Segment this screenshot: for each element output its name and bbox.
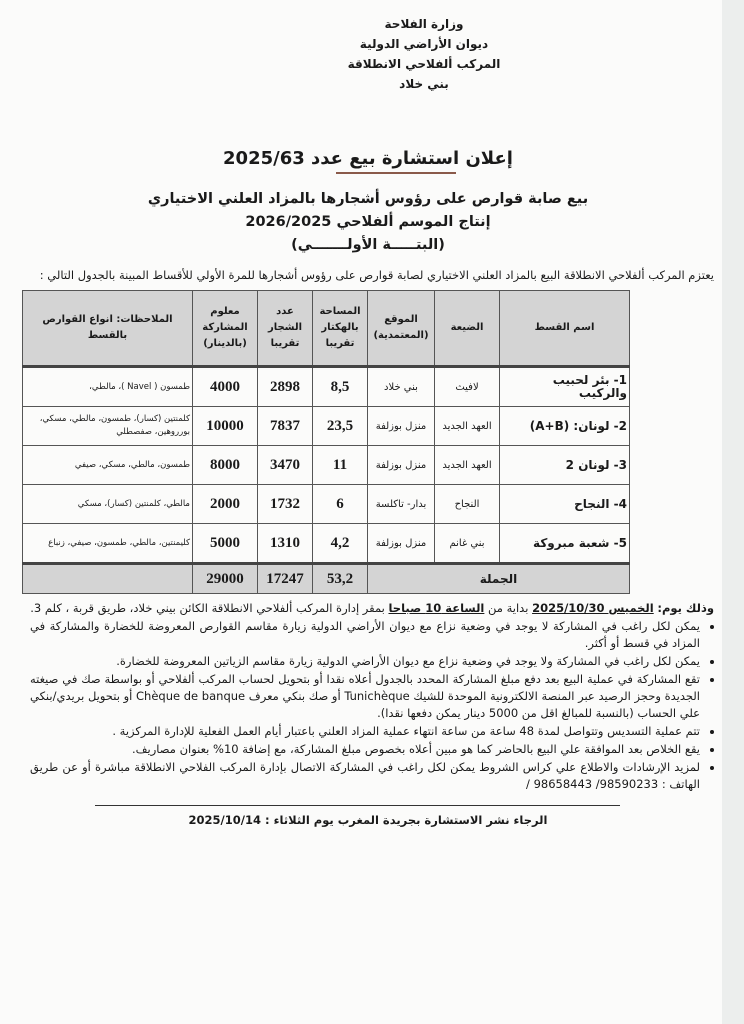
intro-paragraph: يعتزم المركب ألفلاحي الانطلاقة البيع بالمزاد العلني الاختياري لصابة قوارص على رؤوس أشجارها للمرة الأولي للأقساط المبينة بالجدول التالي : [39, 268, 714, 282]
table-row [23, 407, 630, 446]
site: بدار- تاكلسة [368, 485, 435, 524]
total-fee: 29000 [193, 564, 258, 594]
area: 8,5 [313, 367, 368, 407]
table-header-row [23, 291, 630, 367]
trees: 2898 [258, 367, 313, 407]
fee: 5000 [193, 524, 258, 564]
site: بني خلاد [368, 367, 435, 407]
condition-item: • تتم عملية التسديس وتتواصل لمدة 48 ساعة من ساعة انتهاء عملية المزاد العلني باعتبار أيام العمل الفعلية للإدارة المركزية . [30, 723, 700, 740]
ministry-header [329, 14, 519, 94]
auction-time: الساعة 10 صباحا [388, 601, 485, 615]
condition-item: • يمكن لكل راغب في المشاركة لا يوجد في وضعية نزاع مع ديوان الأراضي الدولية زيارة مقاسم القوارص المعروضة للخضارة والمشاركة في المزاد في قسط أو أكثر. [30, 618, 700, 652]
notes: كلمنتين (كسار)، طمسون، مالطي، مسكي، بورروهين، صفصطلي [23, 407, 193, 446]
conditions-list [30, 618, 714, 793]
title-underline [336, 172, 456, 174]
schedule-prefix: وذلك يوم: [657, 601, 714, 615]
schedule-location: بمقر إدارة المركب ألفلاحي الانطلاقة الكائن بيني خلاد، طريق قربة ، كلم 3. [30, 601, 385, 615]
header-line: ديوان الأراضي الدولية [359, 37, 489, 51]
farm: العهد الجديد [435, 407, 500, 446]
notes: طمسون، مالطي، مسكي، صيفي [23, 446, 193, 485]
trees: 1310 [258, 524, 313, 564]
scan-edge [722, 0, 744, 1024]
schedule-line [30, 600, 714, 617]
site: منزل بوزلفة [368, 407, 435, 446]
trees: 7837 [258, 407, 313, 446]
condition-item: • لمزيد الإرشادات والاطلاع علي كراس الشروط يمكن لكل راغب في المشاركة الاتصال بإدارة المركب الفلاحي الانطلاقة مباشرة أو عن طريق الهاتف : 98590233/ 98658443 / [30, 759, 700, 793]
total-area: 53,2 [313, 564, 368, 594]
lot-name: 1- بئر لحبيب والركيب [500, 367, 630, 407]
col-farm: الضيعة [435, 291, 500, 367]
total-trees: 17247 [258, 564, 313, 594]
header-line: وزارة الفلاحة [384, 17, 464, 31]
fee: 10000 [193, 407, 258, 446]
table-row [23, 367, 630, 407]
farm: العهد الجديد [435, 446, 500, 485]
farm: لافيث [435, 367, 500, 407]
lots-table [22, 290, 630, 594]
trees: 1732 [258, 485, 313, 524]
header-line: المركب ألفلاحي الانطلاقة [347, 57, 501, 71]
site: منزل بوزلفة [368, 446, 435, 485]
col-site: الموقع (المعتمدية) [368, 291, 435, 367]
fee: 2000 [193, 485, 258, 524]
header-line: بني خلاد [399, 77, 449, 91]
notes: كليمنتين، مالطي، طمسون، صيفي، زنباع [23, 524, 193, 564]
lot-name: 4- النجاح [500, 485, 630, 524]
trees: 3470 [258, 446, 313, 485]
lot-name: 2- لونان: (A+B) [500, 407, 630, 446]
table-row [23, 524, 630, 564]
farm: بني غانم [435, 524, 500, 564]
condition-item: • يقع الخلاص بعد الموافقة علي البيع بالحاضر كما هو مبين أعلاه بخصوص مبلغ المشاركة، مع إضافة 10% بعنوان مصاريف. [30, 741, 700, 758]
area: 4,2 [313, 524, 368, 564]
subtitle-line: بيع صابة قوارص على رؤوس أشجارها بالمزاد العلني الاختياري [147, 191, 589, 207]
fee: 4000 [193, 367, 258, 407]
condition-item: • تقع المشاركة في عملية البيع بعد دفع مبلغ المشاركة المحدد بالجدول أعلاه نقدا أو بتحويل لحساب المركب ألفلاحي أو بواسطة صك في صيغته الجديدة وحجز الرصيد عبر المنصة الالكترونية الموحدة للشيك Tunichèque أو صك بنكي معرف Chèque de banque أو بتحويل بريدي/بنكي علي الحساب (بالنسبة للمبالغ اقل من 5000 دينار يمكن دفعها نقدا). [30, 671, 700, 722]
subtitle-line: (البتـــــة الأولـــــــي) [291, 237, 445, 253]
col-fee: معلوم المشاركة (بالدينار) [193, 291, 258, 367]
notes: مالطي، كلمنتين (كسار)، مسكي [23, 485, 193, 524]
table-row [23, 485, 630, 524]
total-label: الجملة [368, 564, 630, 594]
fee: 8000 [193, 446, 258, 485]
area: 23,5 [313, 407, 368, 446]
conditions-section [30, 600, 714, 793]
area: 11 [313, 446, 368, 485]
area: 6 [313, 485, 368, 524]
col-name: اسم القسط [500, 291, 630, 367]
farm: النجاح [435, 485, 500, 524]
schedule-mid: بداية من [488, 601, 529, 615]
footer-divider [95, 805, 620, 806]
subtitle-line: إنتاج الموسم ألفلاحي 2026/2025 [245, 214, 491, 230]
notes: طمسون ( Navel )، مالطي، [23, 367, 193, 407]
condition-item: • يمكن لكل راغب في المشاركة ولا يوجد في وضعية نزاع مع ديوان الأراضي الدولية زيارة مقاسم الزياتين المعروضة للخضارة. [30, 653, 700, 670]
publication-note: الرجاء نشر الاستشارة بجريدة المغرب يوم الثلاثاء : 2025/10/14 [188, 813, 548, 827]
document-title: إعلان استشارة بيع عدد 2025/63 [223, 148, 513, 169]
document-subtitle [22, 188, 714, 257]
col-trees: عدد الشجار تقريبا [258, 291, 313, 367]
site: منزل بوزلفة [368, 524, 435, 564]
col-notes: الملاحظات: انواع القوارص بالقسط [23, 291, 193, 367]
auction-date: الخميس 2025/10/30 [532, 601, 654, 615]
table-row [23, 446, 630, 485]
col-area: المساحة بالهكتار تقريبا [313, 291, 368, 367]
total-row [23, 564, 630, 594]
total-notes [23, 564, 193, 594]
lot-name: 5- شعبة مبروكة [500, 524, 630, 564]
lot-name: 3- لونان 2 [500, 446, 630, 485]
